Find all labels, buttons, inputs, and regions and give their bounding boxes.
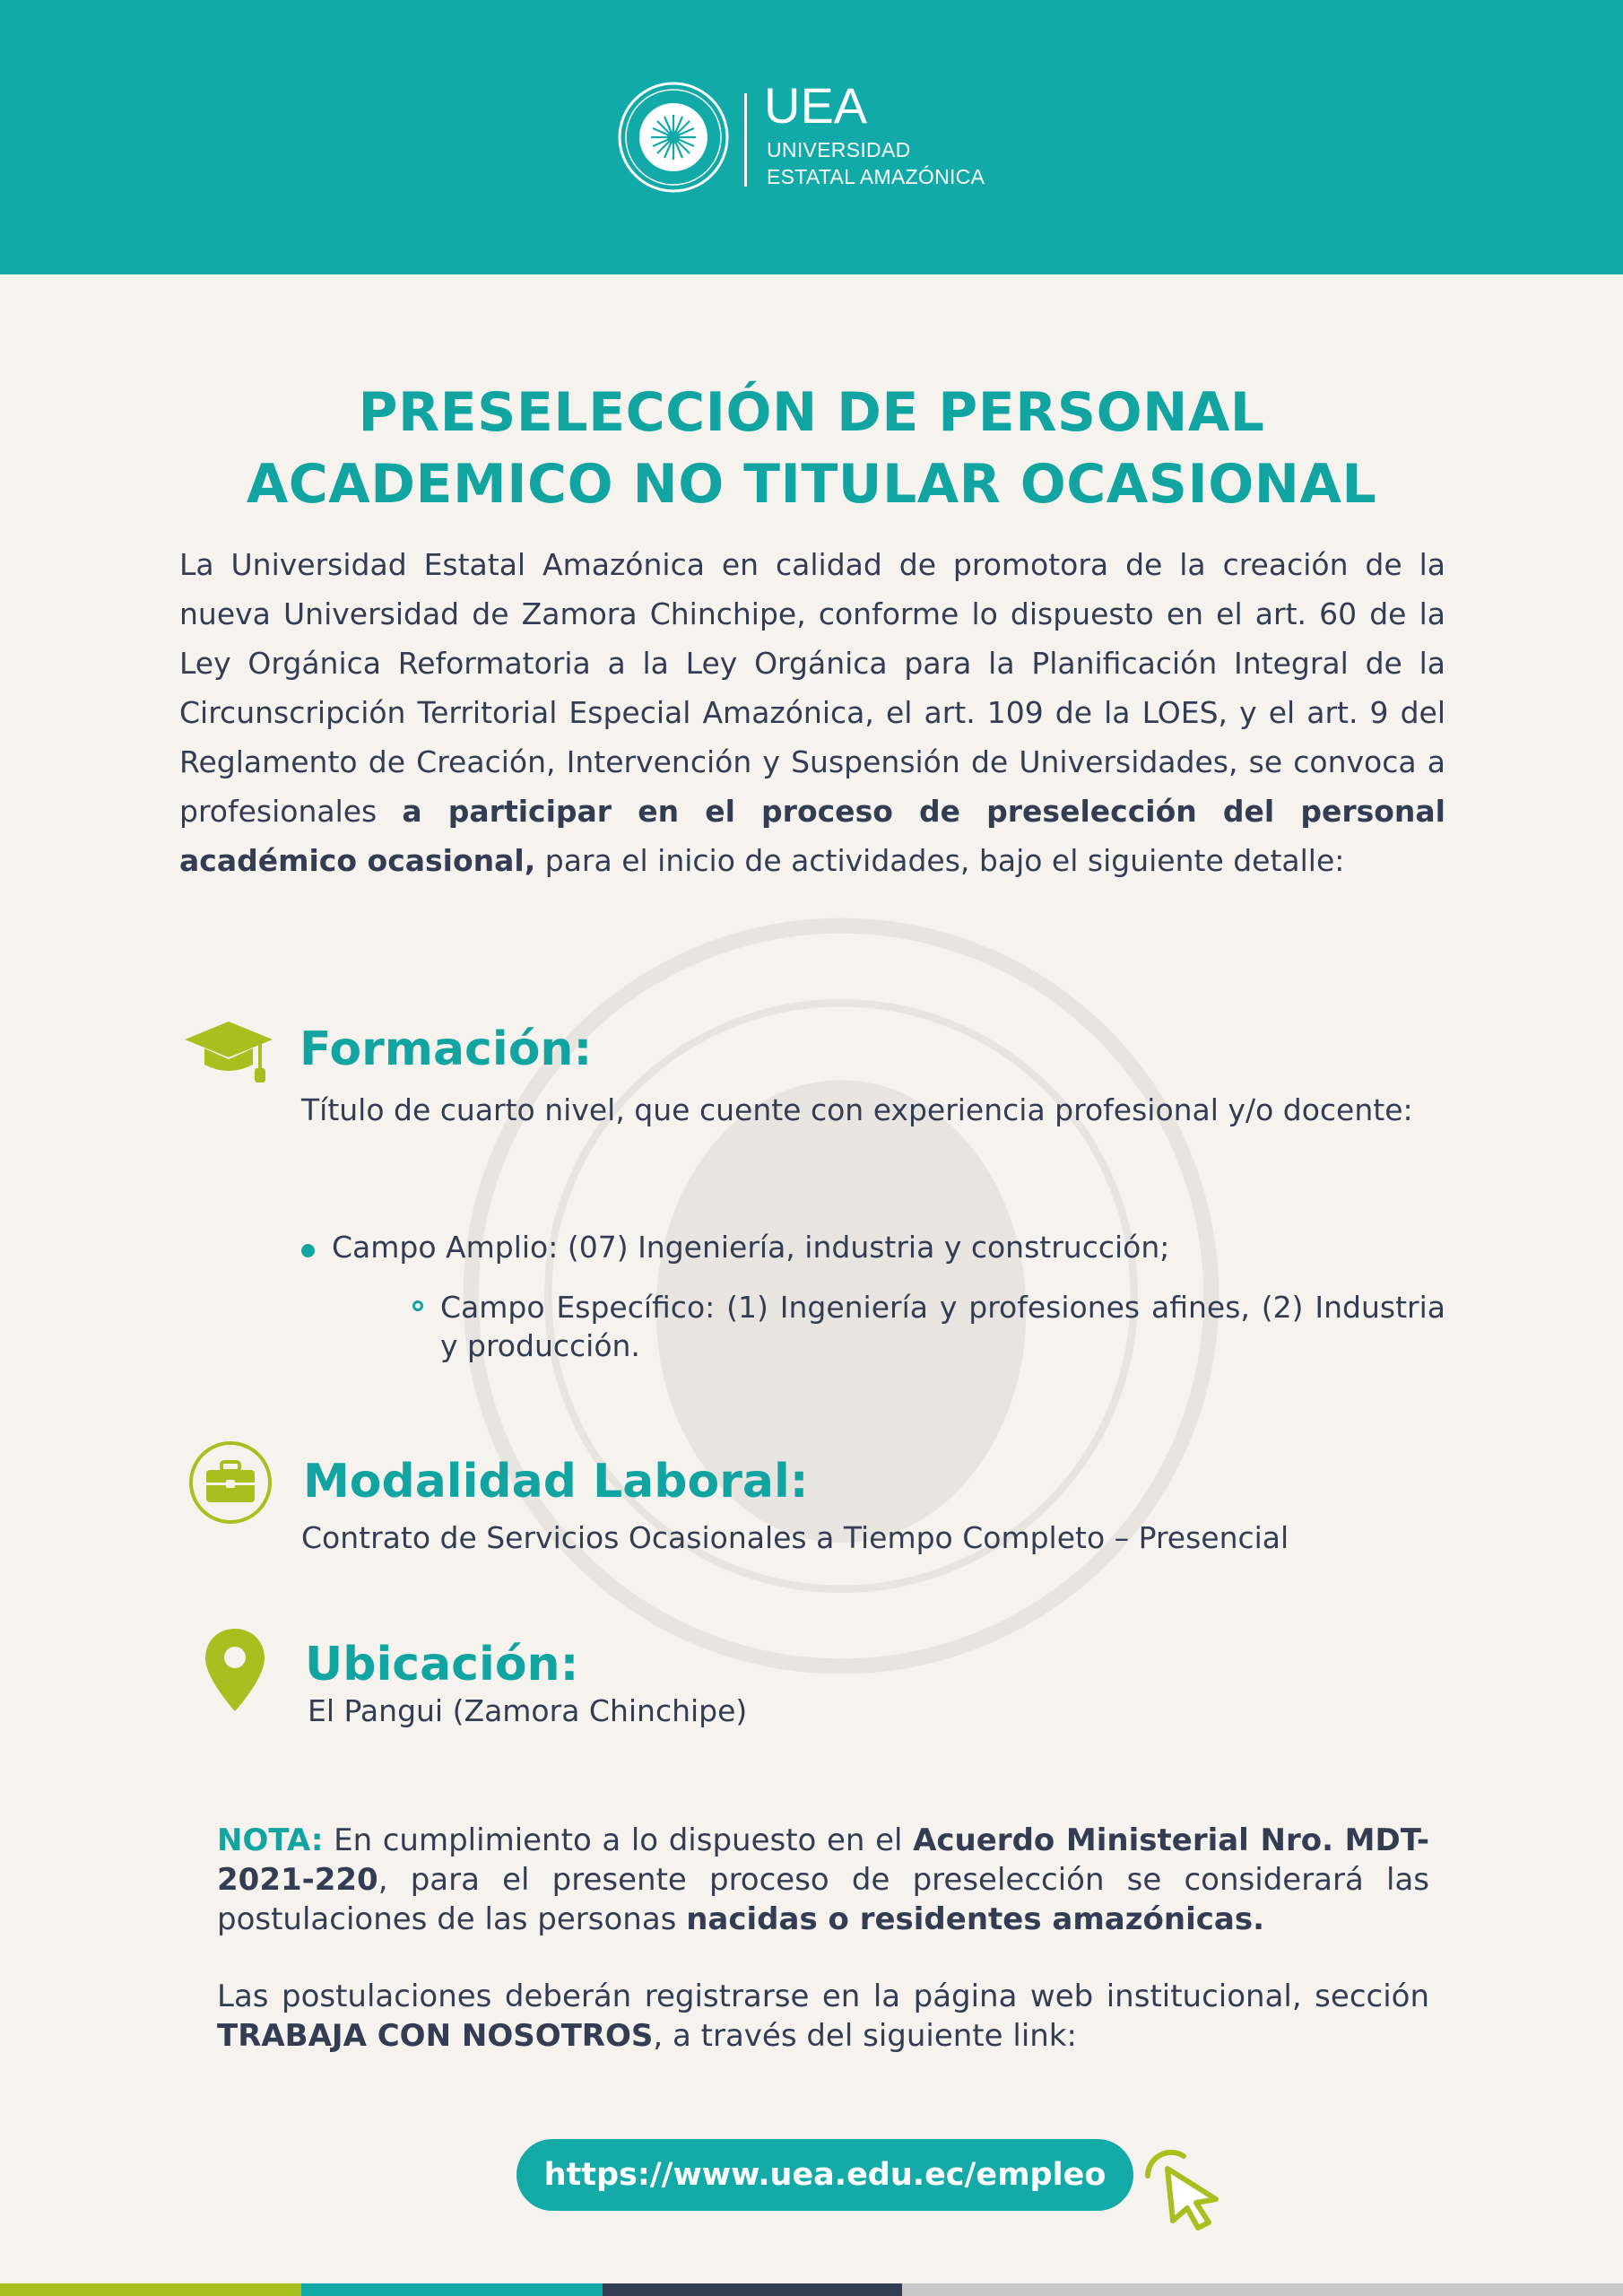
modalidad-title: Modalidad Laboral: <box>303 1455 809 1509</box>
formacion-bullet-amplio: Campo Amplio: (07) Ingeniería, industria y construcción; <box>332 1230 1170 1265</box>
apply-text-2: , a través del siguiente link: <box>653 2018 1077 2054</box>
logo-divider <box>744 93 747 187</box>
note-bold-1: Acuerdo Ministerial Nro. MDT-2021-220 <box>217 1822 1430 1898</box>
footer-bar-teal <box>301 2283 603 2296</box>
intro-text-bold: a participar en el proceso de preselección del personal académico ocasional, <box>179 794 1445 878</box>
intro-paragraph <box>179 540 1445 885</box>
logo-name-line2: ESTATAL AMAZÓNICA <box>767 165 985 188</box>
click-cursor-icon <box>1141 2145 1227 2231</box>
apply-bold-1: TRABAJA CON NOSOTROS <box>217 2018 654 2054</box>
employment-link-button[interactable]: https://www.uea.edu.ec/empleo <box>516 2139 1133 2211</box>
bullet-ring-icon <box>412 1300 423 1311</box>
note-text-2: , para el presente proceso de preselección se considerará las postulaciones de las personas <box>217 1862 1429 1937</box>
header-banner <box>0 0 1623 274</box>
note-bold-2: nacidas o residentes amazónicas. <box>686 1901 1264 1937</box>
page-title <box>135 377 1488 520</box>
bullet-dot-icon <box>301 1244 315 1257</box>
intro-text-after: para el inicio de actividades, bajo el siguiente detalle: <box>535 843 1345 878</box>
apply-paragraph <box>217 1977 1429 2056</box>
graduation-cap-icon <box>183 1018 274 1086</box>
formacion-bullet-especifico: Campo Específico: (1) Ingeniería y profesiones afines, (2) Industria y producción. <box>440 1290 1445 1363</box>
intro-text-before: La Universidad Estatal Amazónica en calidad de promotora de la creación de la nueva Universidad de Zamora Chinchipe, conforme lo dispuesto en el art. 60 de la Ley Orgánica Reformatoria a la Ley Orgánica para la Planificación Integral de la Circunscripción Territorial Especial Amazónica, el art. 109 de la LOES, y el art. 9 del Reglamento de Creación, Intervención y Suspensión de Universidades, se convoca a profesionales <box>179 547 1445 829</box>
ubicacion-title: Ubicación: <box>305 1638 579 1692</box>
note-label: NOTA: <box>217 1822 324 1858</box>
location-pin-icon <box>203 1627 267 1713</box>
footer-bar-lime <box>0 2283 301 2296</box>
logo-name-line1: UNIVERSIDAD <box>767 138 911 161</box>
ubicacion-text: El Pangui (Zamora Chinchipe) <box>308 1693 748 1728</box>
footer-bar-grey <box>902 2283 1623 2296</box>
footer-bar-navy <box>603 2283 902 2296</box>
university-seal-icon <box>617 81 730 194</box>
note-text-1: En cumplimiento a lo dispuesto en el <box>323 1822 914 1858</box>
title-line2: ACADEMICO NO TITULAR OCASIONAL <box>246 453 1377 516</box>
formacion-text: Título de cuarto nivel, que cuente con experiencia profesional y/o docente: <box>301 1092 1413 1127</box>
logo-abbreviation: UEA <box>764 77 868 134</box>
formacion-title: Formación: <box>299 1022 593 1076</box>
title-line1: PRESELECCIÓN DE PERSONAL <box>358 381 1265 444</box>
briefcase-icon <box>188 1440 273 1525</box>
note-paragraph <box>217 1821 1429 1939</box>
modalidad-text: Contrato de Servicios Ocasionales a Tiempo Completo – Presencial <box>301 1520 1289 1555</box>
apply-text-1: Las postulaciones deberán registrarse en la página web institucional, sección <box>217 1979 1429 2014</box>
